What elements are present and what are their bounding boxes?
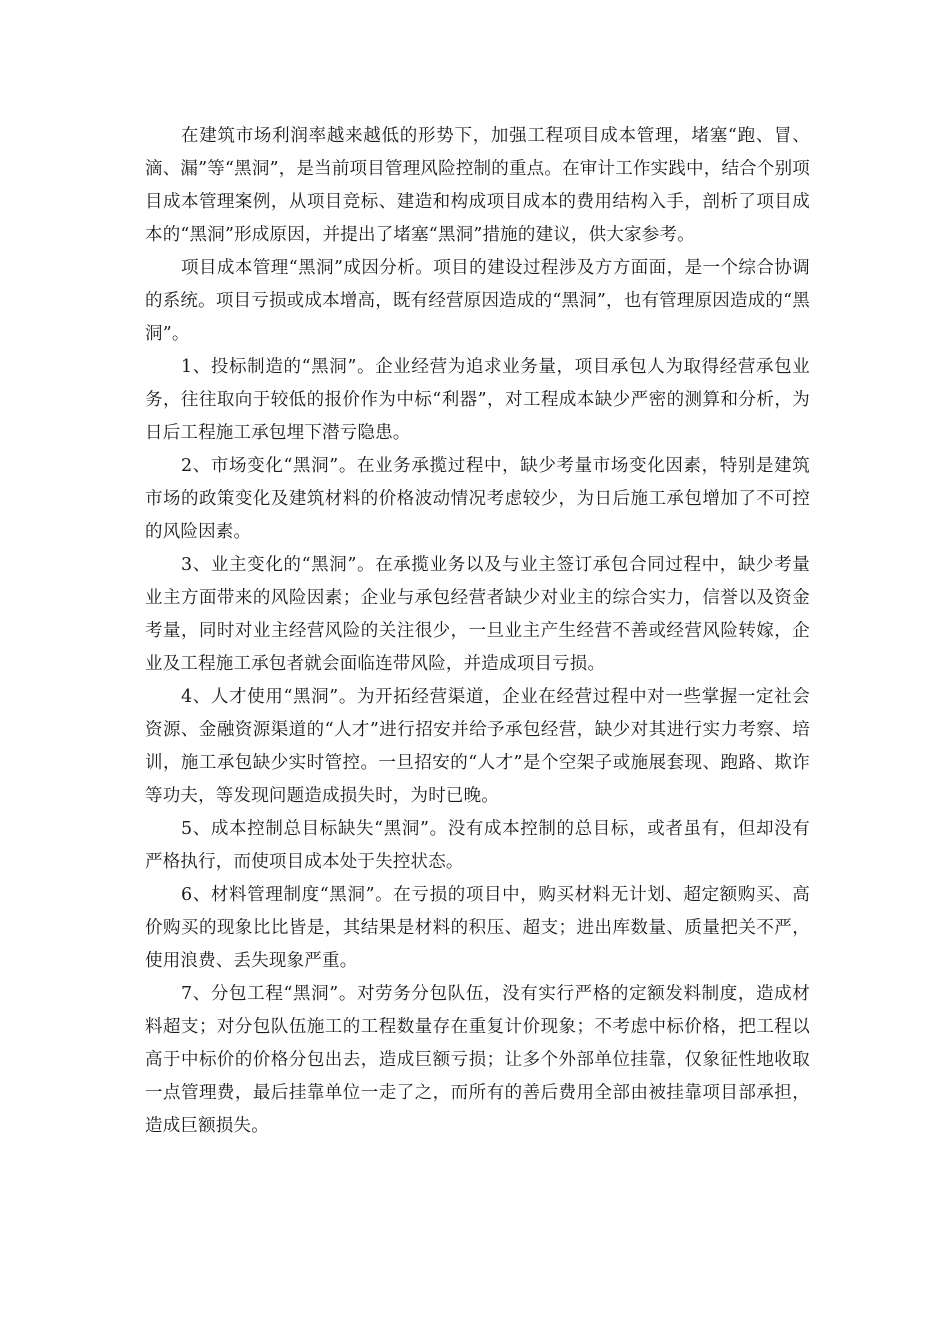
intro-paragraph: 在建筑市场利润率越来越低的形势下，加强工程项目成本管理，堵塞“跑、冒、滴、漏”等“黑洞”，是当前项目管理风险控制的重点。在审计工作实践中，结合个别项目成本管理案例，从项目竞标、建造和构成项目成本的费用结构入手，剖析了项目成本的“黑洞”形成原因，并提出了堵塞“黑洞”措施的建议，供大家参考。: [145, 126, 810, 245]
item-3-owner-paragraph: 3、业主变化的“黑洞”。在承揽业务以及与业主签订承包合同过程中，缺少考量业主方面带来的风险因素；企业与承包经营者缺少对业主的综合实力，信誉以及资金考量，同时对业主经营风险的关注很少，一旦业主产生经营不善或经营风险转嫁，企业及工程施工承包者就会面临连带风险，并造成项目亏损。: [145, 555, 810, 674]
item-7-subcontract-paragraph: 7、分包工程“黑洞”。对劳务分包队伍，没有实行严格的定额发料制度，造成材料超支；对分包队伍施工的工程数量存在重复计价现象；不考虑中标价格，把工程以高于中标价的价格分包出去，造成巨额亏损；让多个外部单位挂靠，仅象征性地收取一点管理费，最后挂靠单位一走了之，而所有的善后费用全部由被挂靠项目部承担，造成巨额损失。: [145, 984, 810, 1136]
item-2-market-paragraph: 2、市场变化“黑洞”。在业务承揽过程中，缺少考量市场变化因素，特别是建筑市场的政策变化及建筑材料的价格波动情况考虑较少，为日后施工承包增加了不可控的风险因素。: [145, 456, 810, 542]
item-4-talent-paragraph: 4、人才使用“黑洞”。为开拓经营渠道，企业在经营过程中对一些掌握一定社会资源、金融资源渠道的“人才”进行招安并给予承包经营，缺少对其进行实力考察、培训，施工承包缺少实时管控。一旦招安的“人才”是个空架子或施展套现、跑路、欺诈等功夫，等发现问题造成损失时，为时已晚。: [145, 687, 810, 806]
item-5-cost-target-paragraph: 5、成本控制总目标缺失“黑洞”。没有成本控制的总目标，或者虽有，但却没有严格执行，而使项目成本处于失控状态。: [145, 819, 810, 872]
document-body: [145, 120, 810, 1143]
item-1-bidding-paragraph: 1、投标制造的“黑洞”。企业经营为追求业务量，项目承包人为取得经营承包业务，往往取向于较低的报价作为中标“利器”，对工程成本缺少严密的测算和分析，为日后工程施工承包埋下潜亏隐患。: [145, 357, 810, 443]
item-6-materials-paragraph: 6、材料管理制度“黑洞”。在亏损的项目中，购买材料无计划、超定额购买、高价购买的现象比比皆是，其结果是材料的积压、超支；进出库数量、质量把关不严，使用浪费、丢失现象严重。: [145, 885, 810, 971]
cause-analysis-paragraph: 项目成本管理“黑洞”成因分析。项目的建设过程涉及方方面面，是一个综合协调的系统。项目亏损或成本增高，既有经营原因造成的“黑洞”，也有管理原因造成的“黑洞”。: [145, 258, 810, 344]
